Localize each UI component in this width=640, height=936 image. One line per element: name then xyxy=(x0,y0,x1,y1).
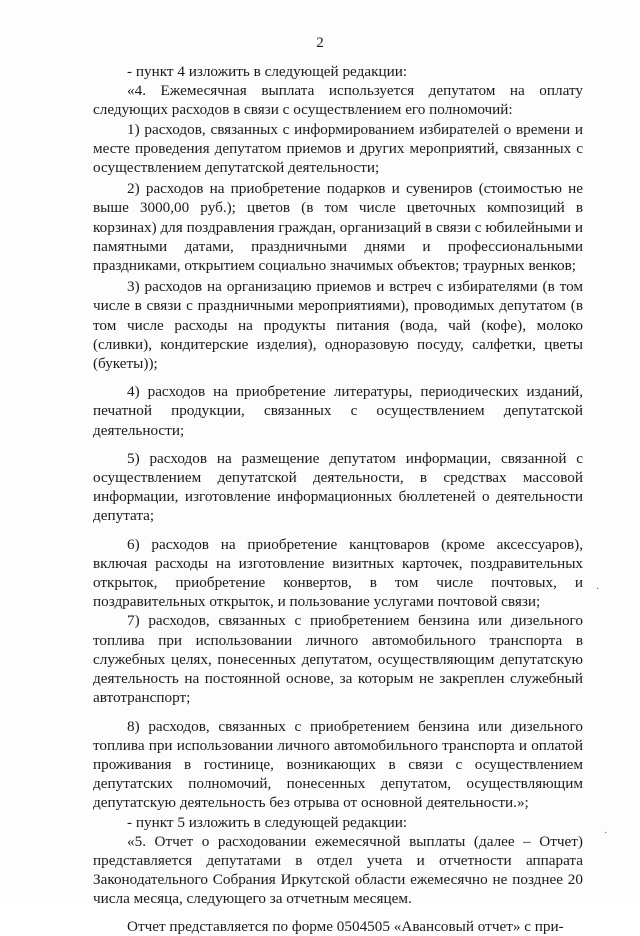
scan-speck: · xyxy=(596,584,600,595)
clause-4-heading: «4. Ежемесячная выплата используется депутатом на оплату следующих расходов в связи с осуществлением его полномочий: xyxy=(93,82,583,119)
page-number: 2 xyxy=(316,35,324,51)
document-body xyxy=(93,62,583,936)
clause-4-item-2: 2) расходов на приобретение подарков и сувениров (стоимостью не выше 3000,00 руб.); цветов (в том числе цветочных композиций в корзинах) для поздравления граждан, организаций в связи с юбилейными и памятными датами, праздничными днями и профессиональными праздниками, открытием социально значимых объектов; траурных венков; xyxy=(93,180,583,275)
clause-5-continuation: Отчет представляется по форме 0504505 «Авансовый отчет» с при- xyxy=(127,917,564,935)
clause-5-text: «5. Отчет о расходовании ежемесячной выплаты (далее – Отчет) представляется депутатами в отдел учета и отчетности аппарата Законодательного Собрания Иркутской области ежемесячно не позднее 20 числа месяца, следующего за отчетным месяцем. xyxy=(93,832,583,908)
clause-4-item-7: 7) расходов, связанных с приобретением бензина или дизельного топлива при использовании личного автомобильного транспорта в служебных целях, понесенных депутатом, осуществляющим депутатскую деятельность на постоянной основе, за которым не закреплен служебный автотранспорт; xyxy=(93,612,583,707)
clause-4-item-4: 4) расходов на приобретение литературы, периодических изданий, печатной продукции, связанных с осуществлением депутатской деятельности; xyxy=(93,383,583,439)
amendment-intro-p4: - пункт 4 изложить в следующей редакции: xyxy=(127,63,408,80)
clause-4-item-6: 6) расходов на приобретение канцтоваров (кроме аксессуаров), включая расходы на изготовление визитных карточек, поздравительных открыток, приобретение конвертов, в том числе почтовых, и поздравительных открыток, и пользование услугами почтовой связи; xyxy=(93,535,583,611)
amendment-intro-p5: - пункт 5 изложить в следующей редакции: xyxy=(127,813,408,831)
clause-4-item-1: 1) расходов, связанных с информированием избирателей о времени и месте проведения депутатом приемов и других мероприятий, связанных с осуществлением депутатской деятельности; xyxy=(93,120,583,177)
clause-4-item-3: 3) расходов на организацию приемов и встреч с избирателями (в том числе в связи с праздничными мероприятиями), проводимых депутатом (в том числе расходы на продукты питания (вода, чай (кофе), молоко (сливки), кондитерские изделия), одноразовую посуду, салфетки, цветы (букеты)); xyxy=(93,278,583,373)
clause-4-item-8: 8) расходов, связанных с приобретением бензина или дизельного топлива при использовании личного автомобильного транспорта и оплатой проживания в гостинице, возникающих в связи с осуществлением депутатских полномочий, понесенных депутатом, осуществляющим депутатскую деятельность без отрыва от основной деятельности.»; xyxy=(93,717,583,812)
scan-speck: · xyxy=(604,828,608,839)
clause-4-item-5: 5) расходов на размещение депутатом информации, связанной с осуществлением депутатской деятельности, в средствах массовой информации, изготовление информационных бюллетеней о деятельности депутата; xyxy=(93,449,583,525)
